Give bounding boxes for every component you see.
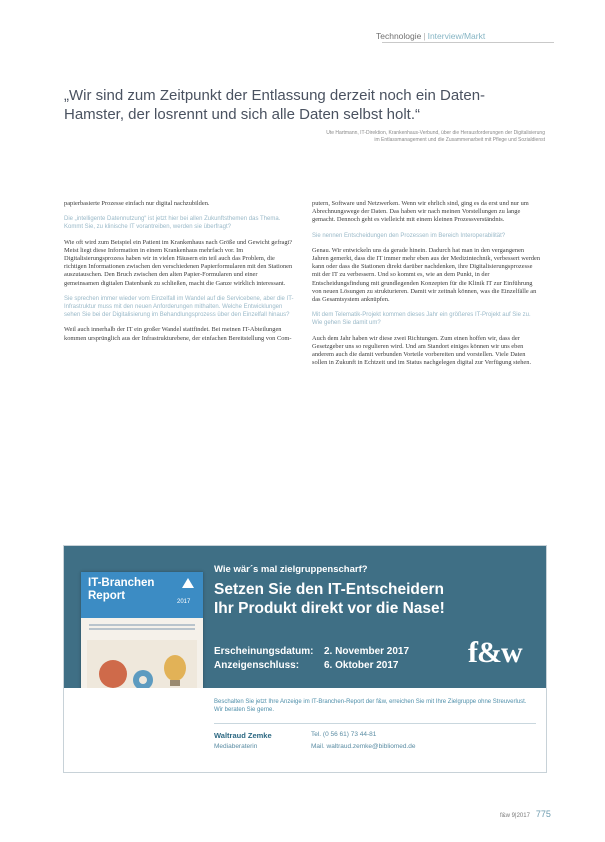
ad-banner: [64, 546, 546, 688]
ad-headline-line-1: Setzen Sie den IT-Entscheidern: [214, 581, 444, 598]
journal-name: f&w 9|2017: [500, 813, 530, 819]
ad-headline-line-2: Ihr Produkt direkt vor die Nase!: [214, 600, 445, 617]
article-column-left: [64, 200, 294, 350]
pull-quote: „Wir sind zum Zeitpunkt der Entlassung derzeit noch ein Daten-Hamster, der losrennt und sich alle Daten selbst holt.“: [64, 87, 486, 123]
ad-body-text: Beschalten Sie jetzt Ihre Anzeige im IT-Branchen-Report der f&w, erreichen Sie mit Ihre Zielgruppe ohne Streuverlust. Wir beraten Sie gerne.: [214, 699, 527, 713]
article-paragraph: Weil auch innerhalb der IT ein großer Wandel stattfindet. Bei meinen IT-Abteilungen kommen ursprünglich aus der Infrastrukturebene, der einfachen Bereitstellung von Com-: [64, 326, 292, 342]
interview-question: Sie nennen Entscheidungen den Prozessen im Bereich Interoperabilität?: [312, 232, 506, 239]
magazine-title: IT-Branchen Report: [88, 577, 155, 602]
ad-dates: [214, 645, 409, 673]
contact-phone[interactable]: Tel. (0 56 61) 73 44-81: [311, 731, 377, 738]
article-paragraph: papierbasierte Prozesse einfach nur digital nachzubilden.: [64, 200, 210, 207]
interview-question: Sie sprechen immer wieder vom Einzelfall im Wandel auf die Servicebene, aber die IT-Infrastruktur muss mit den neuen Anforderungen mithalten. Welche Entwicklungen sehen Sie bei der Digitalisierung im Behandlungsprozess über den Einzelfall hinaus?: [64, 295, 294, 319]
ad-headline: [214, 580, 534, 618]
illustration-head-icon: [99, 660, 127, 688]
contact-name: Waltraud Zemke: [214, 731, 272, 740]
deadline-label: Anzeigenschluss:: [214, 660, 300, 671]
header-rule: [382, 42, 554, 43]
illustration-bulb-icon: [164, 655, 186, 681]
page-footer: [500, 809, 551, 819]
ad-question: Wie wär´s mal zielgruppenscharf?: [214, 564, 368, 575]
contact-email[interactable]: Mail. waltraud.zemke@bibliomed.de: [311, 743, 416, 750]
publication-date-label: Erscheinungsdatum:: [214, 646, 314, 657]
section-label: [376, 31, 485, 41]
interview-question: Die „intelligente Datennutzung“ ist jetzt hier bei allen Zukunftsthemen das Thema. Kommt Sie, zu klinische IT vorantreiben, werden sie überfragt?: [64, 216, 281, 231]
quote-caption-line-2: im Entlassmanagement und die Zusammenarbeit mit Pflege und Sozialdienst: [374, 137, 545, 143]
publication-date-value: 2. November 2017: [324, 646, 410, 657]
article-paragraph: Genau. Wir entwickeln uns da gerade hinein. Dadurch hat man in den vergangenen Jahren gemerkt, dass die IT immer mehr eben aus der Medizintechnik, verbessert werden kann oder dass die Stationen direkt darüber nachdenken, ihre Digitalisierungsprozesse mit der IT zu verbessern. Und so kommt es, wie an dem Punkt, in der Entscheidungsfindung mit grundlegenden Konzepten für die Klinik IT zur Einführung von neuen Lösungen zu strukturieren. Damit wir zeitnah können, was die Einzelfälle an das Gesamtsystem anknüpfen.: [312, 246, 541, 304]
article-column-right: [312, 200, 542, 374]
interview-question: Mit dem Telematik-Projekt kommen dieses Jahr ein größeres IT-Projekt auf Sie zu. Wie gehen Sie damit um?: [312, 312, 531, 327]
magazine-teaser-lines: [89, 624, 195, 634]
publication-date-row: [214, 645, 409, 659]
ad-divider: [214, 723, 536, 724]
section-separator: |: [423, 31, 426, 41]
advertisement: [63, 545, 547, 773]
page-number: 775: [535, 809, 551, 819]
deadline-row: [214, 659, 409, 673]
fw-logo: f&w: [468, 636, 522, 669]
quote-caption: [265, 130, 545, 144]
magazine-logo-icon: [182, 578, 194, 588]
article-paragraph: Auch dem Jahr haben wir diese zwei Richtungen. Zum einen hoffen wir, dass der Gesetzgeber uns so regulieren wird. Und am Standort einiges können wir uns eben anderem auch die damit verbunden Vorteile vorbereiten und vorstellen. Viele Daten sollen in Zukunft in Echtzeit und im Status nachgelegen digital zur Verfügung stehen.: [312, 334, 532, 367]
article-paragraph: Wie oft wird zum Beispiel ein Patient im Krankenhaus nach Größe und Gewicht gefragt? Meist liegt diese Information in einem Krankenhaus mehrfach vor. Im Digitalisierungsprozess haben wir in vielen Häusern ein teil auch das Problem, die richtigen Informationen zwischen den verschiedenen Papierformularen mit den Stationen auszutauschen. Den Bruch zwischen den alten Papier-Formularen und einer gemeinsamen digitalen Datenbank zu schließen, macht die Ganze wirklich interessant.: [64, 238, 293, 287]
contact-role: Mediaberaterin: [214, 743, 258, 750]
magazine-year: 2017: [177, 599, 191, 605]
section-name: Technologie: [376, 31, 422, 41]
article-paragraph: putern, Software und Netzwerken. Wenn wir ehrlich sind, ging es da erst und nur um Abrechnungswege der Daten. Das haben wir nach meinen Vorstellungen zu lange gemacht. Dennoch geht es vielleicht mit einem kleinen Prozessverständnis.: [312, 200, 529, 224]
section-topic: Interview/Markt: [427, 31, 486, 41]
deadline-value: 6. Oktober 2017: [324, 660, 399, 671]
quote-caption-line-1: Ute Hartmann, IT-Direktion, Krankenhaus-Verbund, über die Herausforderungen der Digitalisierung: [326, 130, 545, 136]
magazine-cover-header: [81, 572, 203, 618]
